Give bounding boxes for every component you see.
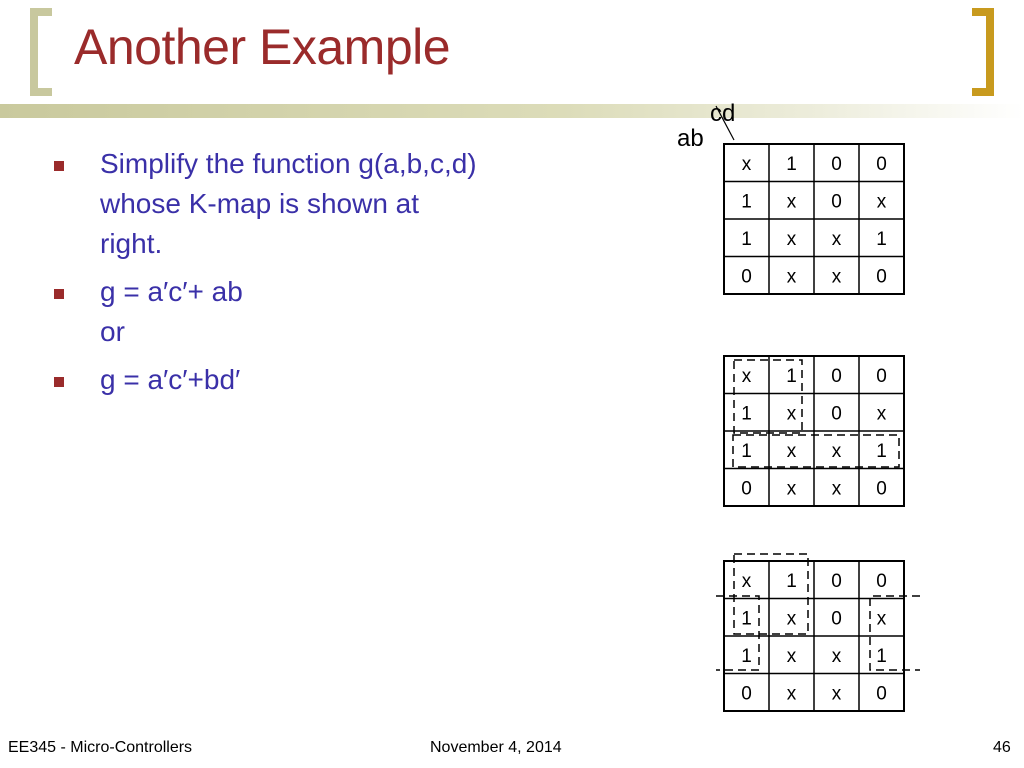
kmap2-group-row3	[733, 435, 899, 467]
kmap-cell-value: 0	[741, 266, 752, 288]
kmap-grid-1	[724, 144, 904, 294]
footer-course: EE345 - Micro-Controllers	[8, 739, 193, 756]
kmap-cell-value: x	[831, 645, 842, 667]
kmap-cell-value: x	[831, 440, 842, 462]
kmap-cell-value: x	[786, 440, 797, 462]
kmap-cell-value: 1	[876, 440, 887, 462]
kmap-cell-value: x	[876, 191, 887, 213]
bullet-text-line: whose K-map is shown at	[100, 188, 420, 219]
kmap-cell-value: 0	[831, 570, 842, 592]
kmap-cell-value: x	[786, 645, 797, 667]
kmap-cell-value: 0	[876, 153, 887, 175]
kmap-cell-value: 0	[831, 191, 842, 213]
kmap-cell-value: x	[741, 570, 752, 592]
kmap-grid-2	[724, 356, 904, 506]
kmap-col-var-label: cd	[710, 100, 736, 127]
kmap-cell-value: x	[786, 608, 797, 630]
kmap-cell-value: 0	[876, 365, 887, 387]
kmap-cell-value: 0	[831, 365, 842, 387]
kmap-cell-value: 0	[741, 683, 752, 705]
kmap-cell-value: x	[786, 403, 797, 425]
kmap-cell-value: x	[741, 153, 752, 175]
kmap-cell-value: x	[876, 608, 887, 630]
bullet-text-line: or	[100, 316, 125, 347]
kmap-cell-value: x	[831, 683, 842, 705]
kmap-cell-value: 0	[741, 478, 752, 500]
kmap-cell-value: 0	[831, 153, 842, 175]
kmap-cell-value: 1	[786, 153, 797, 175]
kmap-cell-value: x	[786, 478, 797, 500]
kmap-cell-value: 1	[741, 403, 752, 425]
kmap-cell-value: 1	[786, 365, 797, 387]
kmap-cell-value: 1	[741, 191, 752, 213]
kmap3-group-left-wrap	[716, 596, 759, 670]
kmap-cell-value: 1	[786, 570, 797, 592]
slide-title: Another Example	[74, 19, 451, 75]
kmap-grids	[724, 144, 904, 711]
kmap-cell-value: 1	[741, 440, 752, 462]
kmap-cell-value: x	[831, 228, 842, 250]
kmap-cell-value: x	[786, 228, 797, 250]
bullet-text-line: Simplify the function g(a,b,c,d)	[100, 148, 477, 179]
kmap-cell-value: x	[831, 266, 842, 288]
bullet-text-line: g = a′c′+bd′	[100, 364, 241, 395]
kmap-cell-value: 1	[876, 228, 887, 250]
kmap-cell-value: 0	[876, 683, 887, 705]
kmap-cell-value: 0	[876, 570, 887, 592]
kmap-cell-value: 0	[876, 478, 887, 500]
kmap-cell-value: x	[786, 266, 797, 288]
kmap-cell-value: 1	[741, 608, 752, 630]
kmap-cell-value: x	[786, 683, 797, 705]
kmap2-groupings	[733, 360, 899, 467]
kmap-cell-value: 1	[876, 645, 887, 667]
kmap-cell-value: 1	[741, 645, 752, 667]
kmap-cell-value: 0	[831, 403, 842, 425]
bullet-text-line: right.	[100, 228, 163, 259]
kmap-cell-value: x	[741, 365, 752, 387]
kmap-cell-value: 0	[876, 266, 887, 288]
kmap-cell-value: 1	[741, 228, 752, 250]
footer-page-number: 46	[993, 739, 1011, 756]
kmap-cell-value: x	[876, 403, 887, 425]
kmap-cell-value: x	[831, 478, 842, 500]
kmap-grid-3	[724, 561, 904, 711]
footer-date: November 4, 2014	[430, 739, 562, 756]
kmap-row-var-label: ab	[677, 125, 704, 152]
kmap-cell-value: 0	[831, 608, 842, 630]
kmap-cell-value: x	[786, 191, 797, 213]
bullet-text-line: g = a′c′+ ab	[100, 276, 243, 307]
